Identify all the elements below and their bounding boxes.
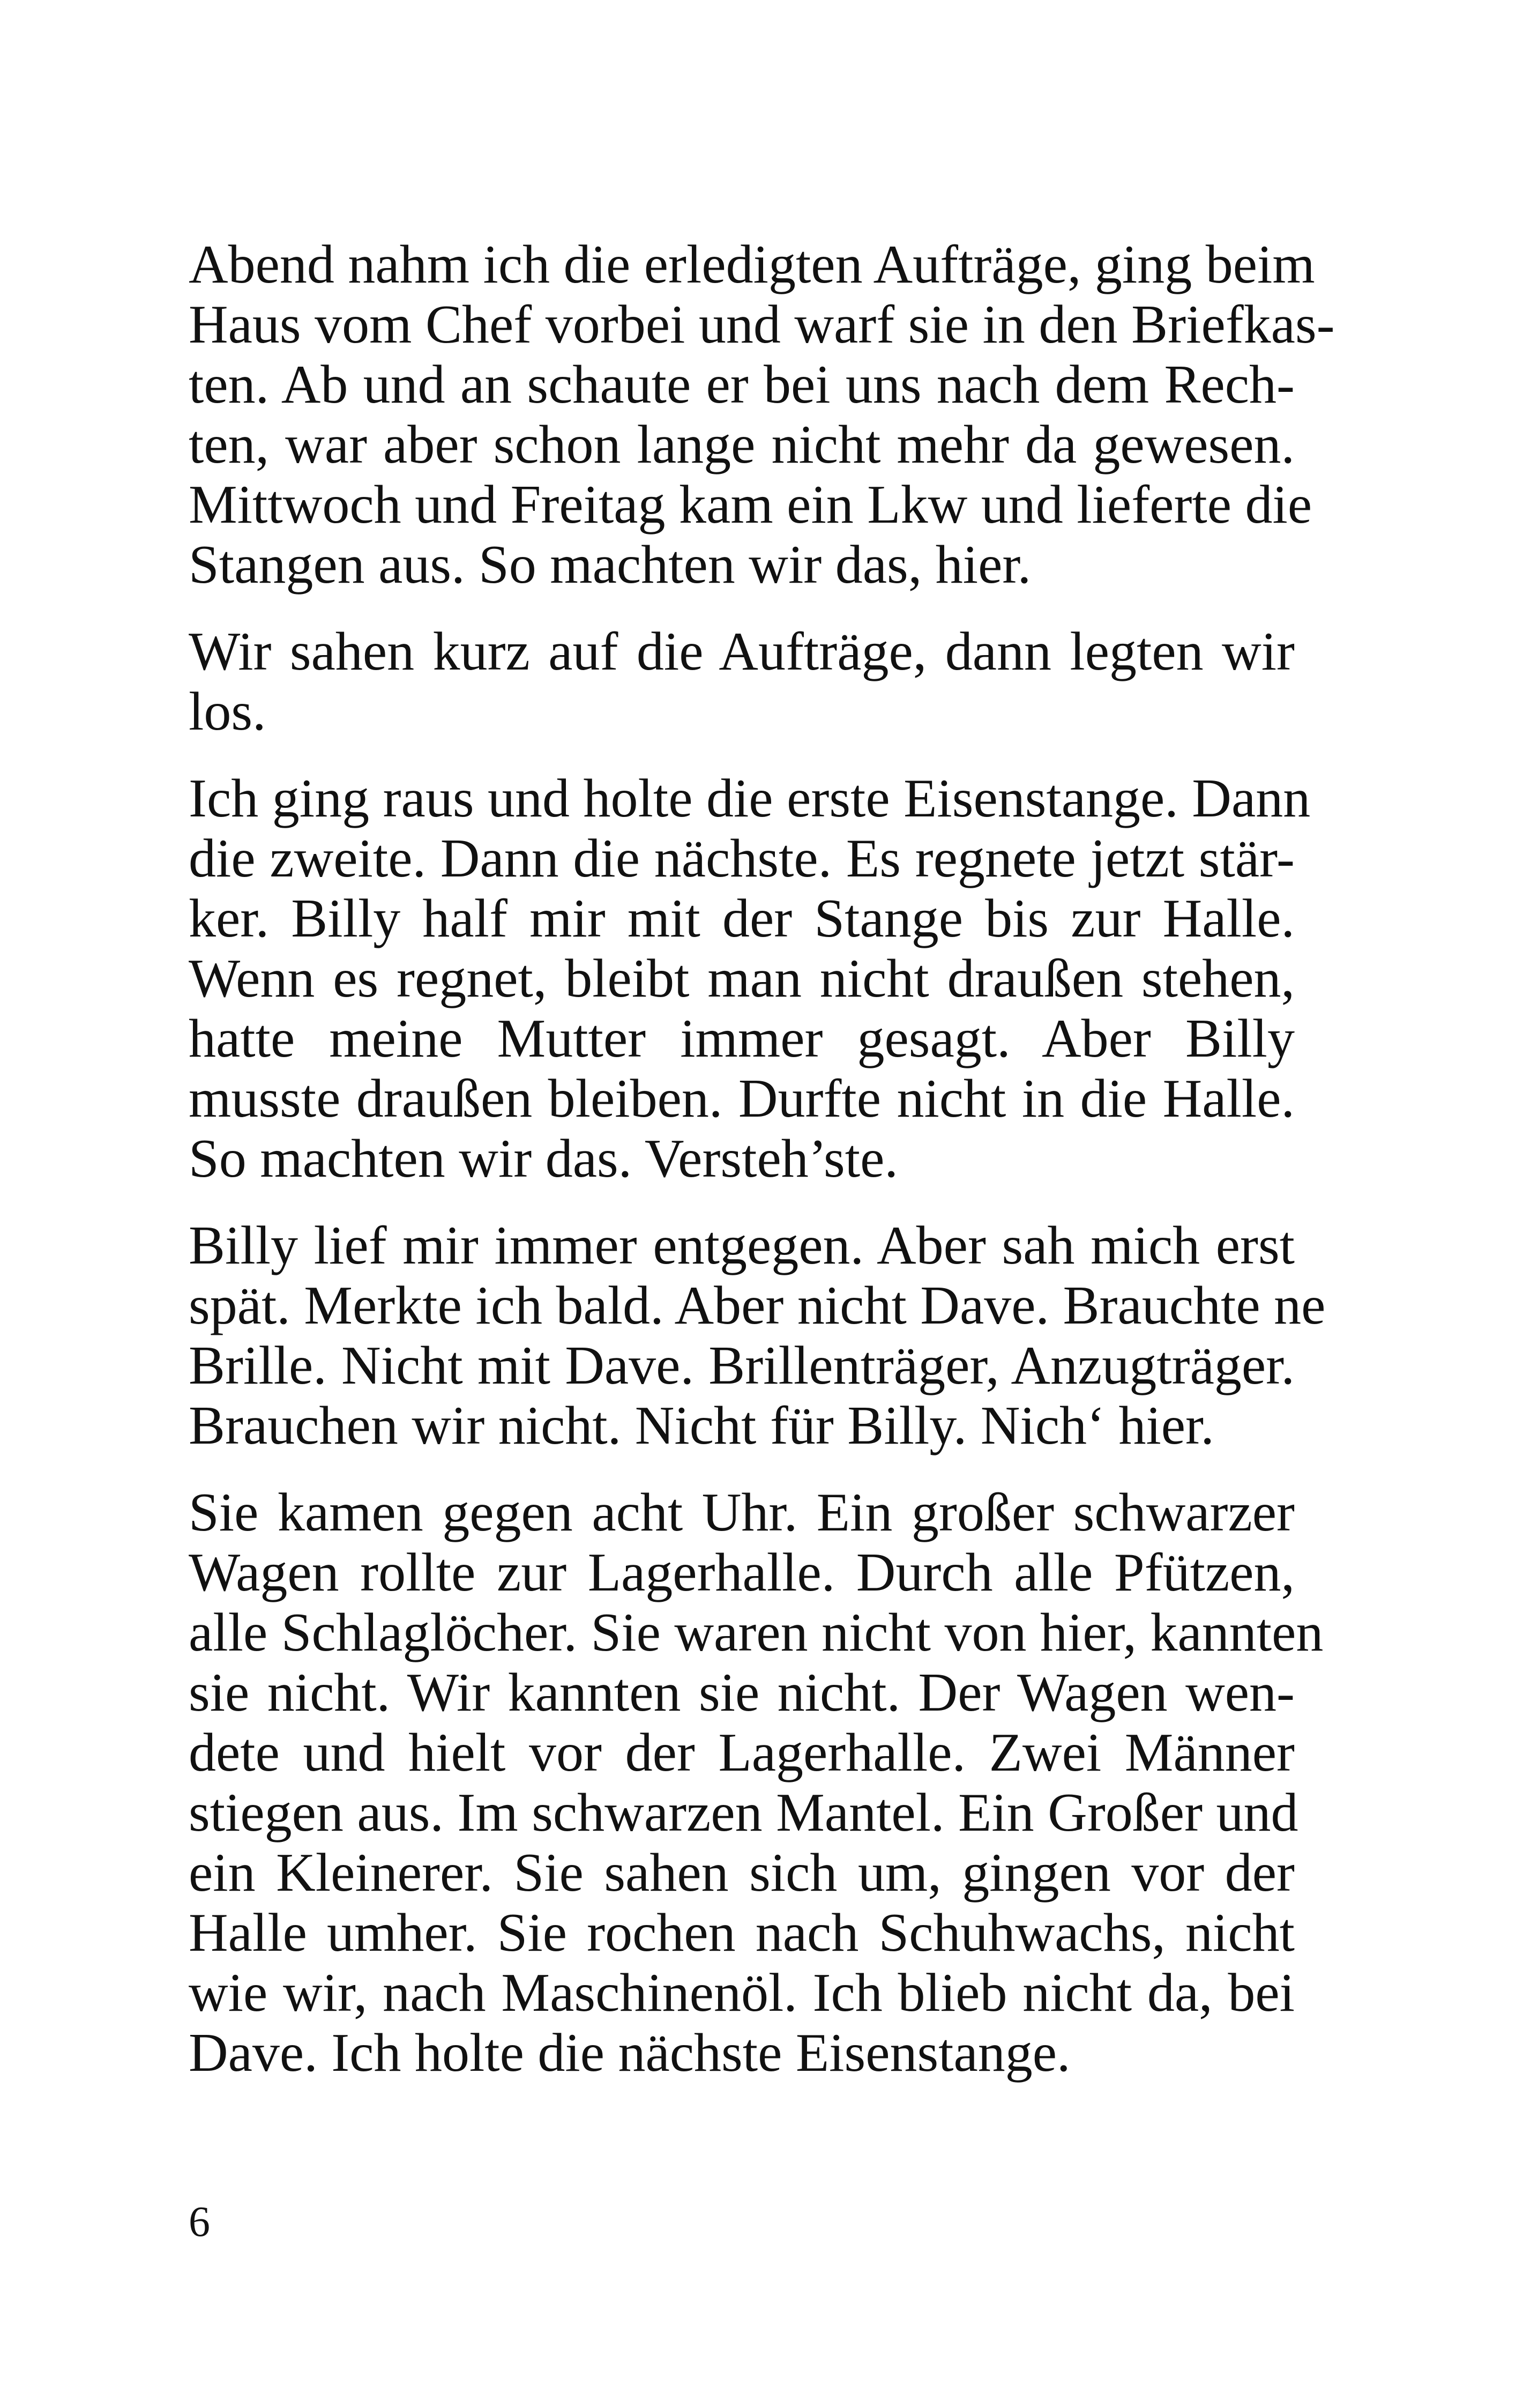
paragraph-2 bbox=[189, 622, 1295, 742]
paragraph-3 bbox=[189, 768, 1311, 1189]
text-line: Wir sahen kurz auf die Aufträge, dann legten wir bbox=[189, 621, 1295, 682]
text-line: Abend nahm ich die erledigten Aufträge, ging beim bbox=[189, 234, 1315, 295]
text-line: die zweite. Dann die nächste. Es regnete jetzt stär- bbox=[189, 828, 1295, 889]
text-line: los. bbox=[189, 681, 266, 742]
text-line: ten. Ab und an schaute er bei uns nach dem Rech- bbox=[189, 354, 1295, 415]
text-line: Billy lief mir immer entgegen. Aber sah mich erst bbox=[189, 1215, 1295, 1276]
text-line: Ich ging raus und holte die erste Eisenstange. Dann bbox=[189, 768, 1311, 829]
text-line: dete und hielt vor der Lagerhalle. Zwei Männer bbox=[189, 1722, 1295, 1783]
text-line: Sie kamen gegen acht Uhr. Ein großer schwarzer bbox=[189, 1482, 1295, 1543]
text-line: wie wir, nach Maschinenöl. Ich blieb nicht da, bei bbox=[189, 1963, 1295, 2023]
paragraph-4 bbox=[189, 1215, 1326, 1456]
page-number: 6 bbox=[189, 2198, 210, 2246]
text-line: Brauchen wir nicht. Nicht für Billy. Nich‘ hier. bbox=[189, 1395, 1214, 1456]
text-line: ein Kleinerer. Sie sahen sich um, gingen vor der bbox=[189, 1842, 1295, 1903]
text-line: musste draußen bleiben. Durfte nicht in die Halle. bbox=[189, 1068, 1295, 1129]
text-line: stiegen aus. Im schwarzen Mantel. Ein Großer und bbox=[189, 1782, 1298, 1843]
text-line: hatte meine Mutter immer gesagt. Aber Billy bbox=[189, 1008, 1295, 1069]
text-line: Haus vom Chef vorbei und warf sie in den Briefkas- bbox=[189, 294, 1335, 355]
text-line: sie nicht. Wir kannten sie nicht. Der Wagen wen- bbox=[189, 1662, 1295, 1723]
text-line: Halle umher. Sie rochen nach Schuhwachs, nicht bbox=[189, 1902, 1295, 1963]
paragraph-5 bbox=[189, 1482, 1324, 2083]
text-line: ker. Billy half mir mit der Stange bis zur Halle. bbox=[189, 888, 1295, 949]
text-line: Mittwoch und Freitag kam ein Lkw und lieferte die bbox=[189, 474, 1312, 535]
text-line: spät. Merkte ich bald. Aber nicht Dave. Brauchte ne bbox=[189, 1275, 1326, 1336]
text-line: So machten wir das. Versteh’ste. bbox=[189, 1128, 898, 1189]
text-line: Wenn es regnet, bleibt man nicht draußen stehen, bbox=[189, 948, 1295, 1009]
text-line: alle Schlaglöcher. Sie waren nicht von hier, kannten bbox=[189, 1602, 1324, 1663]
text-line: Stangen aus. So machten wir das, hier. bbox=[189, 534, 1032, 595]
text-line: Dave. Ich holte die nächste Eisenstange. bbox=[189, 2023, 1071, 2083]
text-line: Brille. Nicht mit Dave. Brillenträger, Anzugträger. bbox=[189, 1335, 1295, 1396]
body-text bbox=[189, 234, 1335, 2110]
text-line: ten, war aber schon lange nicht mehr da gewesen. bbox=[189, 414, 1295, 475]
text-line: Wagen rollte zur Lagerhalle. Durch alle Pfützen, bbox=[189, 1542, 1295, 1603]
paragraph-1 bbox=[189, 234, 1335, 595]
